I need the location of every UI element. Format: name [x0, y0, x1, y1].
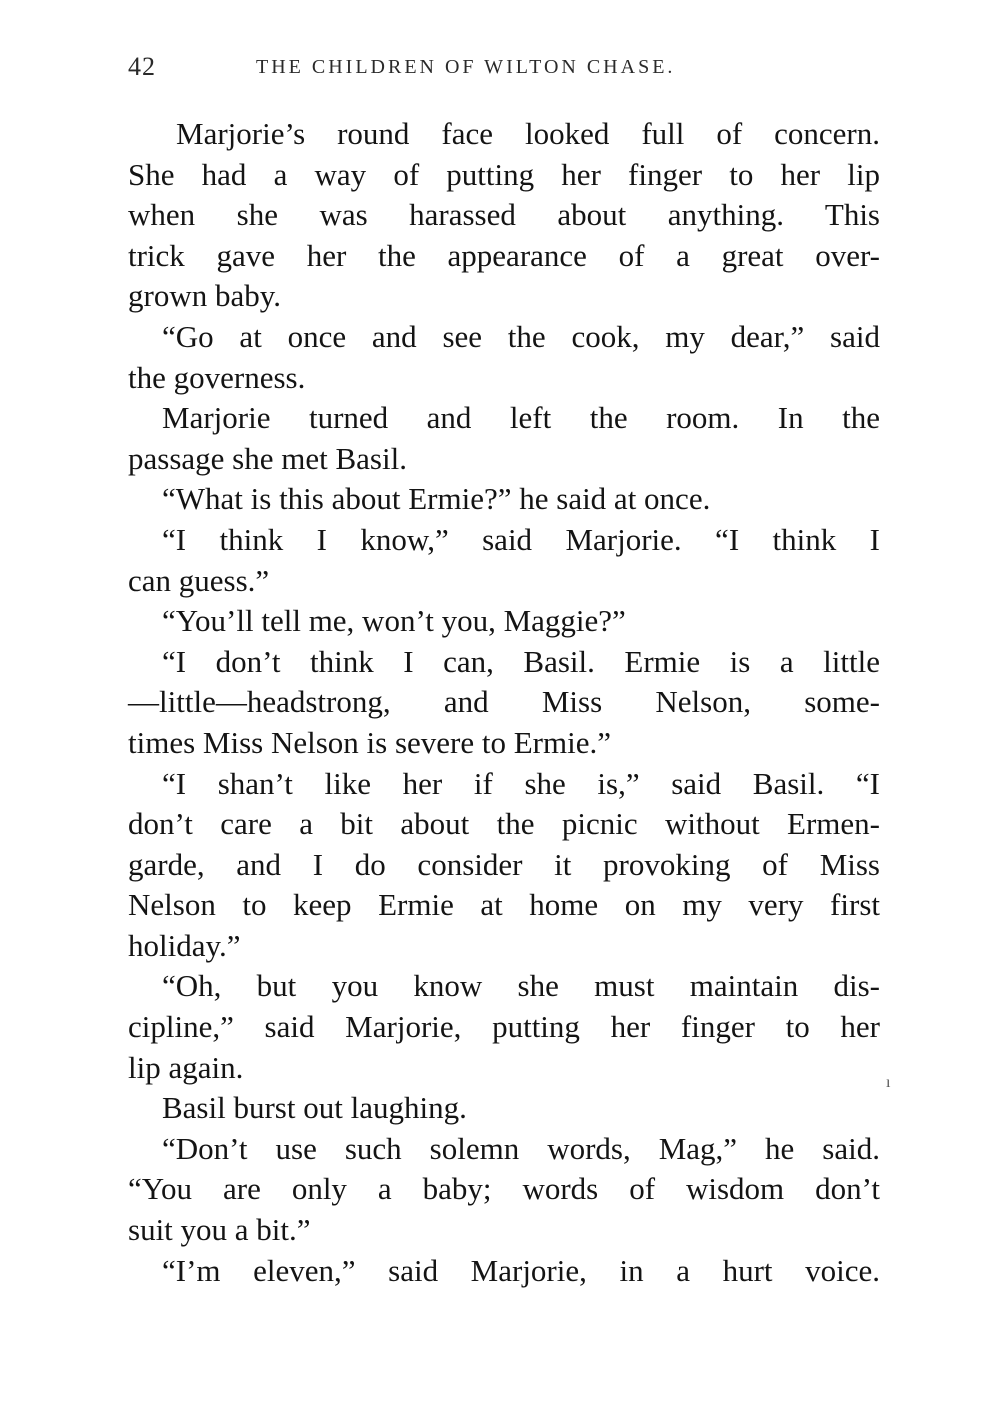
text-line: when she was harassed about anything. This: [128, 197, 880, 233]
text-line: Marjorie turned and left the room. In the: [162, 400, 880, 436]
text-line: lip again.: [128, 1049, 244, 1085]
text-line: “Go at once and see the cook, my dear,” said: [162, 318, 880, 354]
text-line: holiday.”: [128, 927, 241, 963]
text-line: trick gave her the appearance of a great over-: [128, 237, 880, 273]
running-title: THE CHILDREN OF WILTON CHASE.: [256, 56, 676, 78]
text-line: don’t care a bit about the picnic without Ermen-: [128, 806, 880, 842]
text-line: can guess.”: [128, 562, 270, 598]
page-number: 42: [128, 52, 156, 81]
text-line: Basil burst out laughing.: [162, 1090, 467, 1126]
text-line: grown baby.: [128, 278, 281, 314]
text-line: times Miss Nelson is severe to Ermie.”: [128, 724, 611, 760]
text-line: She had a way of putting her finger to her lip: [128, 156, 880, 192]
text-line: passage she met Basil.: [128, 440, 407, 476]
text-line: “I think I know,” said Marjorie. “I think I: [162, 521, 880, 557]
text-line: Nelson to keep Ermie at home on my very first: [128, 887, 880, 923]
text-line: Marjorie’s round face looked full of concern.: [176, 116, 880, 151]
print-speck: ı: [886, 1074, 891, 1091]
body-text: [128, 114, 880, 1291]
text-line: suit you a bit.”: [128, 1212, 311, 1248]
text-line: “Don’t use such solemn words, Mag,” he said.: [162, 1130, 880, 1166]
text-line: “You are only a baby; words of wisdom don’t: [128, 1171, 880, 1207]
text-line: cipline,” said Marjorie, putting her finger to her: [128, 1009, 880, 1045]
text-line: “You’ll tell me, won’t you, Maggie?”: [162, 603, 626, 639]
text-line: garde, and I do consider it provoking of Miss: [128, 846, 880, 882]
running-head: [128, 52, 878, 88]
text-line: the governess.: [128, 359, 306, 395]
text-line: —little—headstrong, and Miss Nelson, some-: [128, 684, 880, 720]
text-line: “I’m eleven,” said Marjorie, in a hurt voice.: [162, 1252, 880, 1288]
text-line: “What is this about Ermie?” he said at once.: [162, 481, 711, 517]
text-line: “I shan’t like her if she is,” said Basil. “I: [162, 765, 880, 801]
text-line: “I don’t think I can, Basil. Ermie is a little: [162, 643, 880, 679]
text-line: “Oh, but you know she must maintain dis-: [162, 968, 880, 1004]
